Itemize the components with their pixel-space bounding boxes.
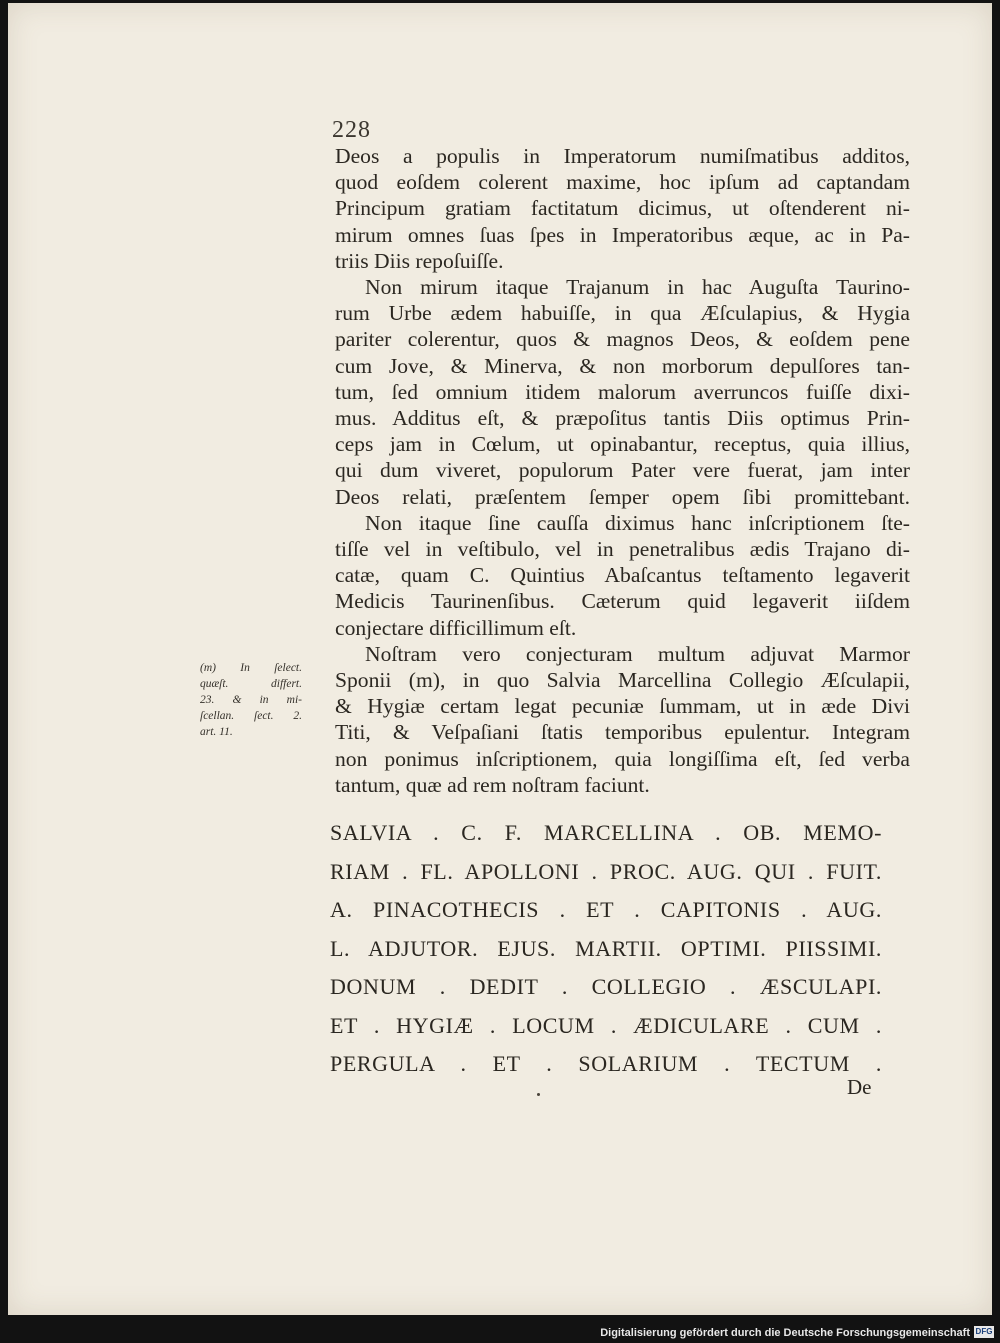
text-line: catæ, quam C. Quintius Abaſcantus teſtamento legaverit — [335, 563, 910, 588]
page-number: 228 — [332, 117, 371, 143]
body-text — [305, 143, 910, 798]
text-line: tantum, quæ ad rem noſtram faciunt. — [335, 772, 650, 797]
inscription-line: RIAM . FL. APOLLONI . PROC. AUG. QUI . FUIT. — [330, 858, 882, 884]
text-line: tiſſe vel in veſtibulo, vel in penetralibus ædis Trajano di- — [335, 537, 910, 562]
text-line: Noſtram vero conjecturam multum adjuvat Marmor — [365, 641, 910, 666]
text-line: Non itaque ſine cauſſa diximus hanc inſcriptionem ſte- — [365, 510, 910, 535]
footnote-line: quæſt. differt. — [200, 678, 302, 690]
inscription-line: L. ADJUTOR. EJUS. MARTII. OPTIMI. PIISSIMI. — [330, 935, 882, 961]
inscription-block — [330, 814, 882, 1084]
paper-speck — [537, 1093, 540, 1096]
text-line: tum, ſed omnium itidem malorum averruncos fuiſſe dixi- — [335, 379, 910, 404]
text-line: triis Diis repoſuiſſe. — [335, 248, 504, 273]
margin-footnote — [200, 660, 302, 740]
inscription-line: A. PINACOTHECIS . ET . CAPITONIS . AUG. — [330, 897, 882, 922]
text-line: Non mirum itaque Trajanum in hac Auguſta Taurino- — [365, 275, 910, 300]
text-line: mus. Additus eſt, & præpoſitus tantis Diis optimus Prin- — [335, 406, 910, 431]
inscription-line: PERGULA . ET . SOLARIUM . TECTUM . — [330, 1051, 882, 1076]
footnote-line: ſcellan. ſect. 2. — [200, 710, 302, 722]
paragraph — [305, 641, 910, 798]
inscription-line: SALVIA . C. F. MARCELLINA . OB. MEMO- — [330, 820, 882, 845]
inscription-line: DONUM . DEDIT . COLLEGIO . ÆSCULAPI. — [330, 974, 882, 999]
text-line: rum Urbe ædem habuiſſe, in qua Æſculapius, & Hygia — [335, 301, 910, 326]
text-line: Titi, & Veſpaſiani ſtatis temporibus epulentur. Integram — [335, 720, 910, 745]
text-line: ceps jam in Cœlum, ut opinabantur, receptus, quia illius, — [335, 432, 910, 457]
text-line: non ponimus inſcriptionem, quia longiſſima eſt, ſed verba — [335, 746, 910, 771]
text-line: & Hygiæ certam legat pecuniæ ſummam, ut in æde Divi — [335, 694, 910, 719]
text-line: cum Jove, & Minerva, & non morborum depulſores tan- — [335, 353, 910, 378]
inscription-line: ET . HYGIÆ . LOCUM . ÆDICULARE . CUM . — [330, 1012, 882, 1038]
text-line: Deos a populis in Imperatorum numiſmatibus additos, — [335, 144, 910, 168]
footnote-line: art. 11. — [200, 726, 233, 738]
paragraph — [305, 274, 910, 510]
paragraph — [305, 510, 910, 641]
text-line: pariter colerentur, quos & magnos Deos, & eoſdem pene — [335, 327, 910, 352]
footnote-line: 23. & in mi- — [200, 694, 302, 706]
text-line: Medicis Taurinenſibus. Cæterum quid legaverit iiſdem — [335, 589, 910, 614]
text-line: qui dum viveret, populorum Pater vere fuerat, jam inter — [335, 458, 910, 483]
text-line: conjectare difficillimum eſt. — [335, 615, 577, 640]
text-line: Deos relati, præſentem ſemper opem ſibi promittebant. — [335, 484, 910, 509]
paragraph — [305, 143, 910, 274]
text-line: Principum gratiam factitatum dicimus, ut oſtenderent ni- — [335, 196, 910, 221]
funding-credit: Digitalisierung gefördert durch die Deutsche Forschungsgemeinschaft — [600, 1327, 970, 1339]
text-line: quod eoſdem colerent maxime, hoc ipſum ad captandam — [335, 170, 910, 195]
dfg-logo-icon: DFG — [975, 1327, 993, 1336]
text-line: Sponii (m), in quo Salvia Marcellina Collegio Æſculapii, — [335, 668, 910, 693]
catchword: De — [847, 1075, 872, 1099]
text-line: mirum omnes ſuas ſpes in Imperatoribus æque, ac in Pa- — [335, 222, 910, 247]
footnote-line: (m) In ſelect. — [200, 662, 302, 674]
